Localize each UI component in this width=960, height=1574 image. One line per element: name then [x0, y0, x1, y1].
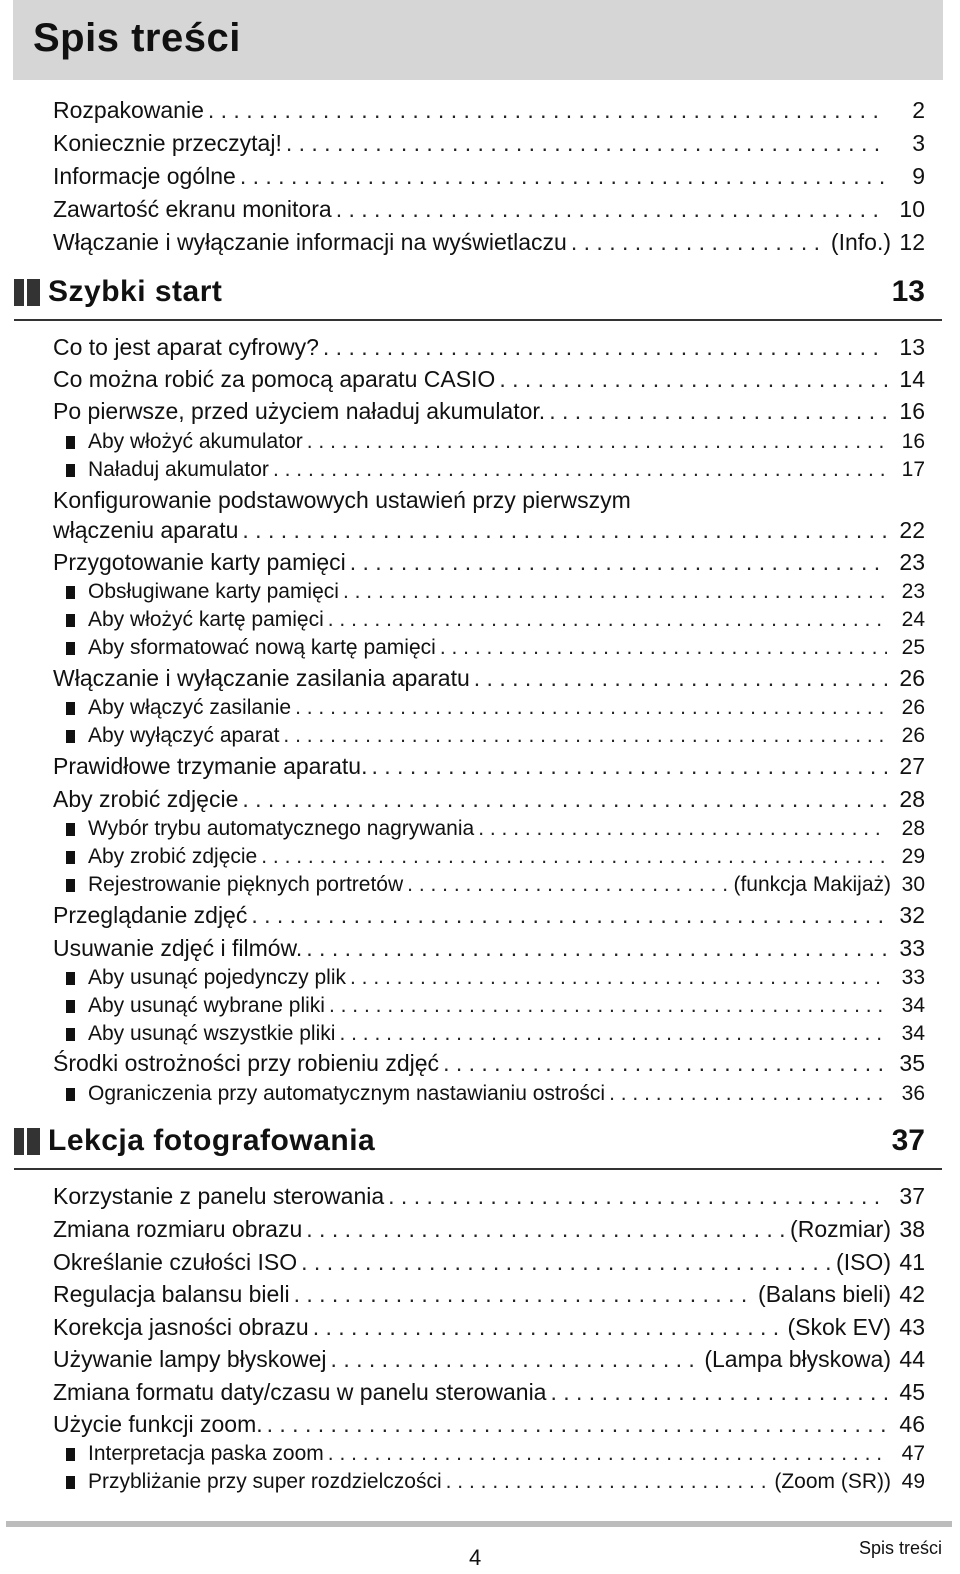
bullet-icon — [66, 1448, 75, 1461]
bullet-icon — [66, 730, 75, 743]
toc-entry-page: 14 — [899, 366, 925, 392]
toc-entry-label: Aby włożyć akumulator — [88, 430, 303, 453]
toc-entry-label: Aby włożyć kartę pamięci — [88, 608, 324, 631]
toc-entry-page: 23 — [901, 580, 925, 603]
toc-entry[interactable] — [53, 1249, 925, 1276]
toc-entry[interactable] — [53, 1183, 925, 1210]
toc-entry[interactable] — [53, 935, 925, 962]
chapter-page: 13 — [891, 275, 925, 308]
toc-entry-label: Przeglądanie zdjęć — [53, 902, 248, 928]
toc-entry-page: 13 — [899, 334, 925, 360]
toc-entry-note: (funkcja Makijaż) — [733, 873, 891, 896]
bullet-icon — [66, 614, 75, 627]
toc-subentry[interactable] — [66, 458, 925, 482]
chapter-title: Szybki start — [48, 275, 223, 308]
toc-entry-page: 26 — [901, 696, 925, 719]
toc-entry-page: 41 — [899, 1249, 925, 1275]
toc-entry-page: 9 — [912, 163, 925, 189]
toc-entry-page: 22 — [899, 517, 925, 543]
toc-entry-page: 44 — [899, 1346, 925, 1372]
bullet-icon — [66, 1088, 75, 1101]
toc-entry-label: Informacje ogólne — [53, 163, 236, 189]
toc-entry-page: 33 — [899, 935, 925, 961]
toc-entry-label: Zawartość ekranu monitora — [53, 196, 332, 222]
footer-page-number: 4 — [469, 1545, 482, 1570]
toc-entry-label: Wybór trybu automatycznego nagrywania — [88, 817, 475, 840]
toc-subentry[interactable] — [66, 1470, 925, 1494]
toc-entry-note: (Rozmiar) — [790, 1216, 891, 1242]
chapter-title: Lekcja fotografowania — [48, 1124, 376, 1157]
toc-entry-label: Aby włączyć zasilanie — [88, 696, 292, 719]
bullet-icon — [66, 464, 75, 477]
toc-entry-page: 26 — [901, 724, 925, 747]
toc-subentry[interactable] — [66, 1442, 925, 1466]
chapter-heading[interactable] — [14, 1120, 942, 1170]
toc-entry-label: Zmiana formatu daty/czasu w panelu sterowania — [53, 1379, 547, 1405]
bullet-icon — [66, 702, 75, 715]
toc-entry[interactable] — [53, 1216, 925, 1243]
toc-entry-label-line1: Konfigurowanie podstawowych ustawień przy pierwszym — [53, 487, 631, 513]
toc-entry-page: 16 — [899, 398, 925, 424]
bullet-icon — [66, 642, 75, 655]
toc-entry[interactable] — [53, 196, 925, 223]
toc-entry-page: 25 — [901, 636, 925, 659]
toc-entry-page: 12 — [899, 229, 925, 255]
toc-entry-page: 28 — [901, 817, 925, 840]
toc-entry-page: 28 — [899, 786, 925, 812]
toc-entry-label: Aby usunąć pojedynczy plik — [88, 966, 346, 989]
bullet-icon — [66, 972, 75, 985]
bullet-icon — [66, 1000, 75, 1013]
toc-entry-label: Prawidłowe trzymanie aparatu. — [53, 753, 368, 779]
toc-entry-label: Środki ostrożności przy robieniu zdjęć — [53, 1050, 440, 1076]
toc-entry-page: 27 — [899, 753, 925, 779]
toc-entry-note: (Zoom (SR)) — [774, 1470, 891, 1493]
toc-entry-label: Aby wyłączyć aparat — [88, 724, 280, 747]
toc-entry-label: Usuwanie zdjęć i filmów. — [53, 935, 303, 961]
toc-entry[interactable] — [53, 1411, 925, 1438]
toc-entry[interactable] — [53, 1050, 925, 1077]
toc-entry-page: 33 — [901, 966, 925, 989]
toc-entry-label: Przygotowanie karty pamięci — [53, 549, 346, 575]
toc-entry-label: Co można robić za pomocą aparatu CASIO — [53, 366, 496, 392]
toc-entry-page: 3 — [912, 130, 925, 156]
toc-entry-label: Użycie funkcji zoom. — [53, 1411, 263, 1437]
toc-entry[interactable] — [53, 334, 925, 361]
toc-subentry[interactable] — [66, 873, 925, 897]
toc-entry-label: Ograniczenia przy automatycznym nastawianiu ostrości — [88, 1082, 606, 1105]
toc-entry[interactable] — [53, 902, 925, 929]
toc-subentry[interactable] — [66, 608, 925, 632]
toc-entry-label: Obsługiwane karty pamięci — [88, 580, 339, 603]
toc-entry-label: Rozpakowanie — [53, 97, 204, 123]
toc-entry-label: Aby usunąć wszystkie pliki — [88, 1022, 336, 1045]
toc-entry-page: 23 — [899, 549, 925, 575]
toc-entry-label: Aby zrobić zdjęcie — [88, 845, 258, 868]
toc-entry-page: 36 — [901, 1082, 925, 1105]
toc-entry-note: (Lampa błyskowa) — [704, 1346, 891, 1372]
toc-entry[interactable] — [53, 753, 925, 780]
toc-entry[interactable] — [53, 1281, 925, 1308]
toc-entry-page: 29 — [901, 845, 925, 868]
toc-entry-page: 10 — [899, 196, 925, 222]
toc-entry-page: 37 — [899, 1183, 925, 1209]
toc-subentry[interactable] — [66, 636, 925, 660]
bullet-icon — [66, 586, 75, 599]
toc-entry[interactable] — [53, 549, 925, 576]
toc-entry-label: Włączanie i wyłączanie zasilania aparatu — [53, 665, 470, 691]
toc-subentry[interactable] — [66, 1082, 925, 1106]
bullet-icon — [66, 1476, 75, 1489]
bullet-icon — [66, 851, 75, 864]
footer-section-label: Spis treści — [858, 1538, 942, 1558]
toc-entry[interactable] — [53, 665, 925, 692]
toc-entry-label: włączeniu aparatu — [53, 517, 239, 543]
toc-entry-note: (ISO) — [836, 1249, 891, 1275]
toc-entry-note: (Skok EV) — [787, 1314, 891, 1340]
toc-entry-page: 42 — [899, 1281, 925, 1307]
title-bar — [13, 0, 943, 80]
toc-subentry[interactable] — [66, 994, 925, 1018]
toc-subentry[interactable] — [66, 580, 925, 604]
toc-entry-page: 26 — [899, 665, 925, 691]
toc-entry-label: Co to jest aparat cyfrowy? — [53, 334, 319, 360]
toc-entry[interactable] — [53, 1314, 925, 1341]
toc-entry[interactable] — [53, 1379, 925, 1406]
toc-entry-page: 2 — [912, 97, 925, 123]
toc-entry-page: 24 — [901, 608, 925, 631]
bullet-icon — [66, 1028, 75, 1041]
toc-entry-page: 45 — [899, 1379, 925, 1405]
toc-entry-label: Włączanie i wyłączanie informacji na wyświetlaczu — [53, 229, 567, 255]
toc-subentry[interactable] — [66, 845, 925, 869]
page-title: Spis treści — [33, 16, 241, 60]
chapter-heading[interactable] — [14, 271, 942, 321]
toc-subentry[interactable] — [66, 817, 925, 841]
toc-entry-label: Korekcja jasności obrazu — [53, 1314, 309, 1340]
toc-entry[interactable] — [53, 130, 925, 157]
toc-entry-page: 16 — [901, 430, 925, 453]
toc-entry-label: Przybliżanie przy super rozdzielczości — [88, 1470, 442, 1493]
toc-entry[interactable] — [53, 229, 925, 256]
toc-entry-label: Używanie lampy błyskowej — [53, 1346, 327, 1372]
toc-entry-label: Aby zrobić zdjęcie — [53, 786, 239, 812]
toc-entry-page: 47 — [901, 1442, 925, 1465]
toc-entry-note: (Info.) — [830, 229, 891, 255]
toc-entry-page: 46 — [899, 1411, 925, 1437]
toc-subentry[interactable] — [66, 966, 925, 990]
toc-entry[interactable] — [53, 1346, 925, 1373]
chapter-page: 37 — [891, 1124, 925, 1157]
toc-entry-label: Naładuj akumulator — [88, 458, 269, 481]
toc-entry-page: 30 — [901, 873, 925, 896]
toc-entry-label: Aby usunąć wybrane pliki — [88, 994, 325, 1017]
toc-entry[interactable] — [53, 517, 925, 544]
toc-subentry[interactable] — [66, 696, 925, 720]
toc-entry[interactable] — [53, 786, 925, 813]
toc-subentry[interactable] — [66, 1022, 925, 1046]
toc-entry[interactable] — [53, 163, 925, 190]
toc-entry-page: 35 — [899, 1050, 925, 1076]
toc-entry-label: Rejestrowanie pięknych portretów — [88, 873, 404, 896]
toc-entry-label: Określanie czułości ISO — [53, 1249, 298, 1275]
toc-entry-label: Zmiana rozmiaru obrazu — [53, 1216, 303, 1242]
chapter-marker-icon — [14, 279, 40, 306]
toc-entry-page: 43 — [899, 1314, 925, 1340]
toc-entry-label: Po pierwsze, przed użyciem naładuj akumulator. — [53, 398, 546, 424]
chapter-marker-icon — [14, 1128, 40, 1155]
toc-entry-page: 38 — [899, 1216, 925, 1242]
toc-entry[interactable] — [53, 398, 925, 425]
toc-entry-page: 17 — [901, 458, 925, 481]
toc-entry-page: 32 — [899, 902, 925, 928]
toc-entry-page: 34 — [901, 1022, 925, 1045]
toc-entry-label: Koniecznie przeczytaj! — [53, 130, 282, 156]
toc-entry-label: Interpretacja paska zoom — [88, 1442, 324, 1465]
bullet-icon — [66, 879, 75, 892]
bullet-icon — [66, 823, 75, 836]
toc-entry-page: 34 — [901, 994, 925, 1017]
toc-entry-label: Korzystanie z panelu sterowania — [53, 1183, 385, 1209]
bullet-icon — [66, 436, 75, 449]
footer-divider — [6, 1521, 952, 1527]
toc-entry-note: (Balans bieli) — [758, 1281, 891, 1307]
toc-entry[interactable] — [53, 366, 925, 393]
toc-entry[interactable] — [53, 97, 925, 124]
toc-entry-label: Aby sformatować nową kartę pamięci — [88, 636, 436, 659]
toc-entry-page: 49 — [901, 1470, 925, 1493]
toc-subentry[interactable] — [66, 724, 925, 748]
toc-subentry[interactable] — [66, 430, 925, 454]
toc-entry-label: Regulacja balansu bieli — [53, 1281, 290, 1307]
